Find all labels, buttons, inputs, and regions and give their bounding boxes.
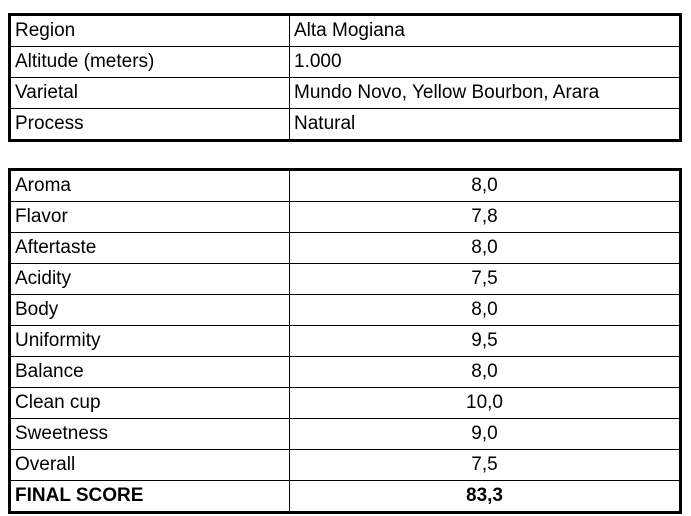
score-attribute: Aroma (10, 170, 290, 202)
info-label: Region (10, 15, 290, 47)
final-score-label: FINAL SCORE (10, 481, 290, 513)
cupping-score-body (10, 170, 681, 481)
score-attribute: Uniformity (10, 326, 290, 357)
score-row (10, 233, 681, 264)
score-value: 8,0 (290, 295, 681, 326)
score-value: 7,5 (290, 264, 681, 295)
score-value: 8,0 (290, 170, 681, 202)
score-row (10, 202, 681, 233)
score-attribute: Flavor (10, 202, 290, 233)
score-attribute: Overall (10, 450, 290, 481)
score-attribute: Balance (10, 357, 290, 388)
score-value: 7,8 (290, 202, 681, 233)
info-label: Varietal (10, 78, 290, 109)
info-row (10, 78, 681, 109)
score-value: 9,5 (290, 326, 681, 357)
score-attribute: Clean cup (10, 388, 290, 419)
score-value: 8,0 (290, 233, 681, 264)
score-value: 8,0 (290, 357, 681, 388)
score-row (10, 170, 681, 202)
score-row (10, 419, 681, 450)
score-value: 10,0 (290, 388, 681, 419)
info-value: Natural (290, 109, 681, 141)
info-label: Altitude (meters) (10, 47, 290, 78)
score-row (10, 264, 681, 295)
coffee-info-table (8, 13, 682, 142)
score-row (10, 357, 681, 388)
info-row (10, 47, 681, 78)
info-label: Process (10, 109, 290, 141)
final-score-value: 83,3 (290, 481, 681, 513)
score-attribute: Aftertaste (10, 233, 290, 264)
score-attribute: Sweetness (10, 419, 290, 450)
info-value: 1.000 (290, 47, 681, 78)
info-row (10, 109, 681, 141)
final-score-row (10, 481, 681, 513)
info-value: Alta Mogiana (290, 15, 681, 47)
score-row (10, 450, 681, 481)
score-value: 9,0 (290, 419, 681, 450)
score-row (10, 388, 681, 419)
info-value: Mundo Novo, Yellow Bourbon, Arara (290, 78, 681, 109)
score-value: 7,5 (290, 450, 681, 481)
cupping-score-table (8, 168, 682, 514)
score-attribute: Acidity (10, 264, 290, 295)
score-row (10, 326, 681, 357)
info-row (10, 15, 681, 47)
coffee-info-body (10, 15, 681, 141)
score-row (10, 295, 681, 326)
score-attribute: Body (10, 295, 290, 326)
